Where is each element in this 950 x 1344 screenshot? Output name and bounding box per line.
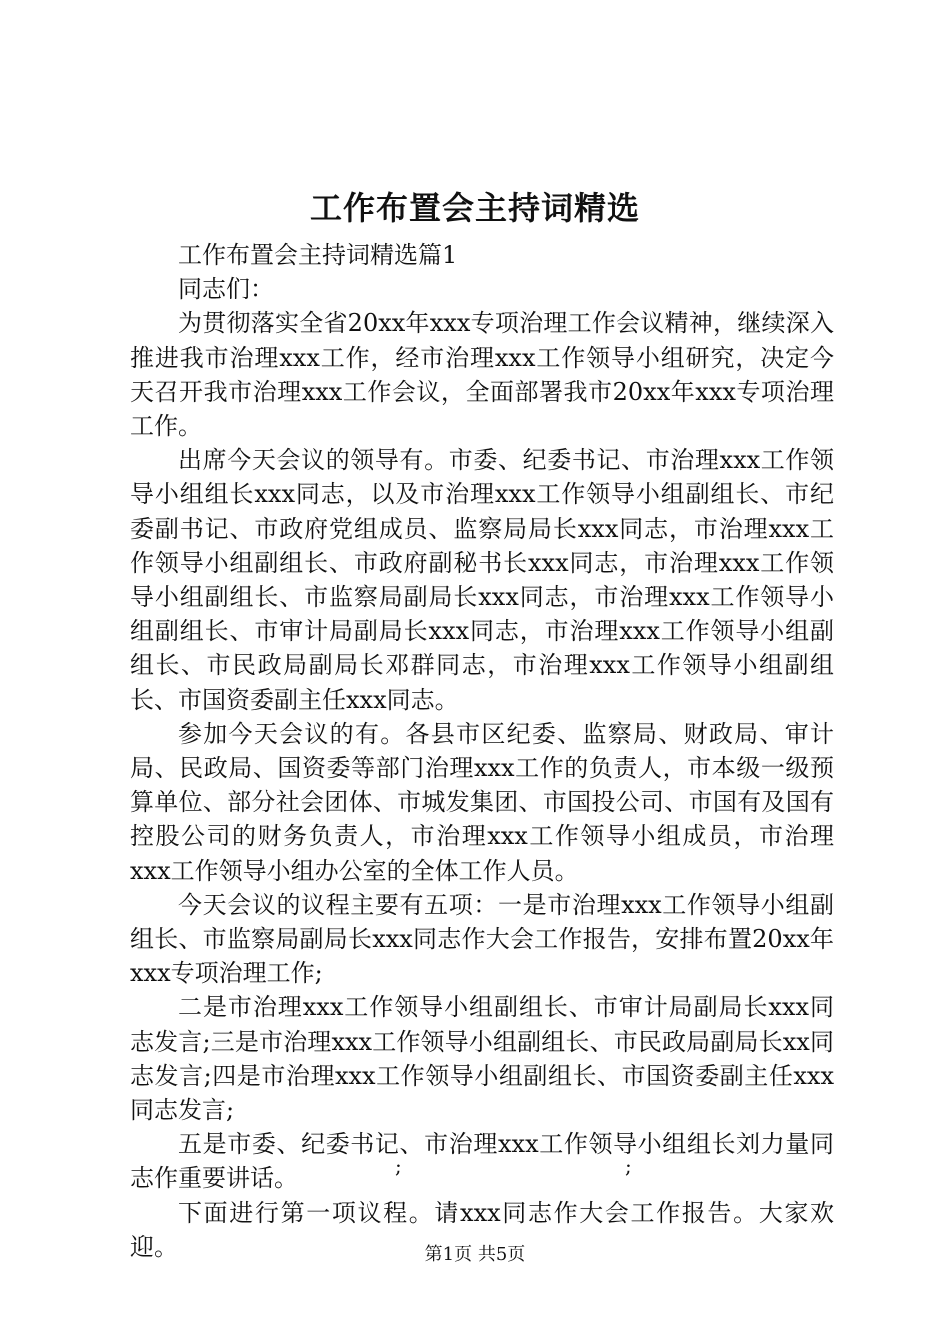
document-title: 工作布置会主持词精选 [309,189,640,227]
salutation: 同志们： [178,275,274,304]
paragraph-agenda-items: 二是市治理xxx工作领导小组副组长、市审计局副局长xxx同志发言;三是市治理xxx工作领导小组副组长、市民政局副局长xx同志发言;四是市治理xxx工作领导小组副组长、市国资委副主任xxx同志发言; [130,993,834,1125]
paragraph-attending-leaders: 出席今天会议的领导有。市委、纪委书记、市治理xxx工作领导小组组长xxx同志，以及市治理xxx工作领导小组副组长、市纪委副书记、市政府党组成员、监察局局长xxx同志，市治理xxx工作领导小组副组长、市政府副秘书长xxx同志，市治理xxx工作领导小组副组长、市监察局副局长xxx同志，市治理xxx工作领导小组副组长、市审计局副局长xxx同志，市治理xxx工作领导小组副组长、市民政局副局长邓群同志，市治理xxx工作领导小组副组长、市国资委副主任xxx同志。 [130,446,834,714]
section-heading: 工作布置会主持词精选篇1 [178,241,458,269]
paragraph-agenda: 今天会议的议程主要有五项：一是市治理xxx工作领导小组副组长、市监察局副局长xxx同志作大会工作报告，安排布置20xx年xxx专项治理工作; [130,890,834,988]
separator-mark: ; [625,1154,632,1178]
paragraph-intro: 为贯彻落实全省20xx年xxx专项治理工作会议精神，继续深入推进我市治理xxx工作，经市治理xxx工作领导小组研究，决定今天召开我市治理xxx工作会议，全面部署我市20xx年xxx专项治理工作。 [130,309,834,441]
document-body [130,238,834,1264]
page-number-footer: 第1页 共5页 [424,1244,526,1265]
separator-row [0,1154,950,1188]
separator-mark: ; [395,1154,402,1178]
paragraph-agenda-final: 五是市委、纪委书记、市治理xxx工作领导小组组长刘力量同志作重要讲话。 [130,1130,834,1193]
paragraph-first-item: 下面进行第一项议程。请xxx同志作大会工作报告。大家欢迎。 [130,1198,834,1261]
paragraph-participants: 参加今天会议的有。各县市区纪委、监察局、财政局、审计局、民政局、国资委等部门治理xxx工作的负责人，市本级一级预算单位、部分社会团体、市城发集团、市国投公司、市国有及国有控股公司的财务负责人，市治理xxx工作领导小组成员，市治理xxx工作领导小组办公室的全体工作人员。 [130,719,834,885]
